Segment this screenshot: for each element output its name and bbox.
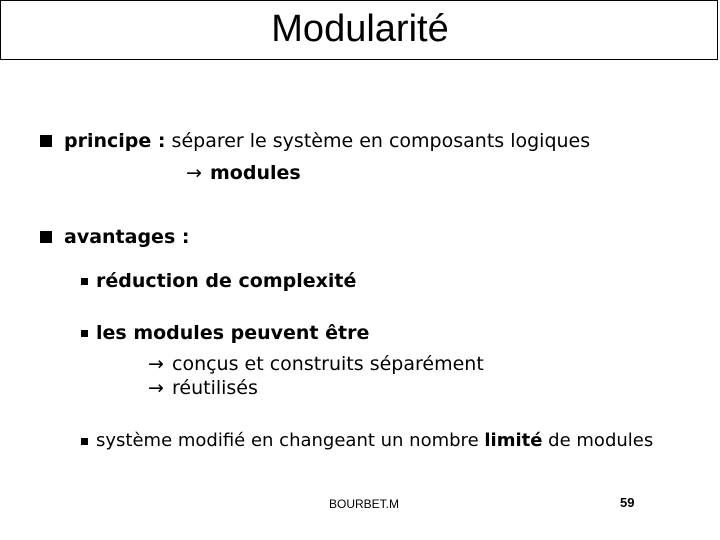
sub-bullet [81, 278, 88, 285]
item-3-before: système modifié en changeant un nombre [96, 430, 485, 451]
sub-bullet [81, 438, 88, 445]
slide-title: Modularité [271, 8, 449, 50]
avantage-item-1: réduction de complexité [96, 270, 357, 292]
bullet-avantages [40, 231, 52, 243]
page-number: 59 [620, 495, 635, 510]
avantage-item-3 [96, 429, 653, 453]
avantage-item-2: les modules peuvent être [96, 322, 370, 344]
arrow-icon: → [148, 353, 164, 375]
principe-result: modules [210, 162, 301, 184]
sub-text: conçus et construits séparément [172, 353, 484, 375]
sub-text: réutilisés [172, 377, 258, 399]
footer-author: BOURBET.M [329, 497, 400, 511]
item-3-bold: limité [484, 430, 543, 451]
sub-bullet [81, 330, 88, 337]
item-3-after: de modules [542, 430, 654, 451]
principe-label: principe : [64, 130, 166, 152]
principe-result-line [186, 161, 301, 185]
arrow-icon: → [186, 162, 202, 184]
avantages-label: avantages : [64, 226, 190, 248]
avantage-item-2-sub-2 [148, 376, 258, 400]
principe-line [64, 129, 590, 153]
principe-text: séparer le système en composants logiques [171, 130, 591, 152]
arrow-icon: → [148, 377, 164, 399]
bullet-principe [40, 135, 52, 147]
avantage-item-2-sub-1 [148, 352, 484, 376]
